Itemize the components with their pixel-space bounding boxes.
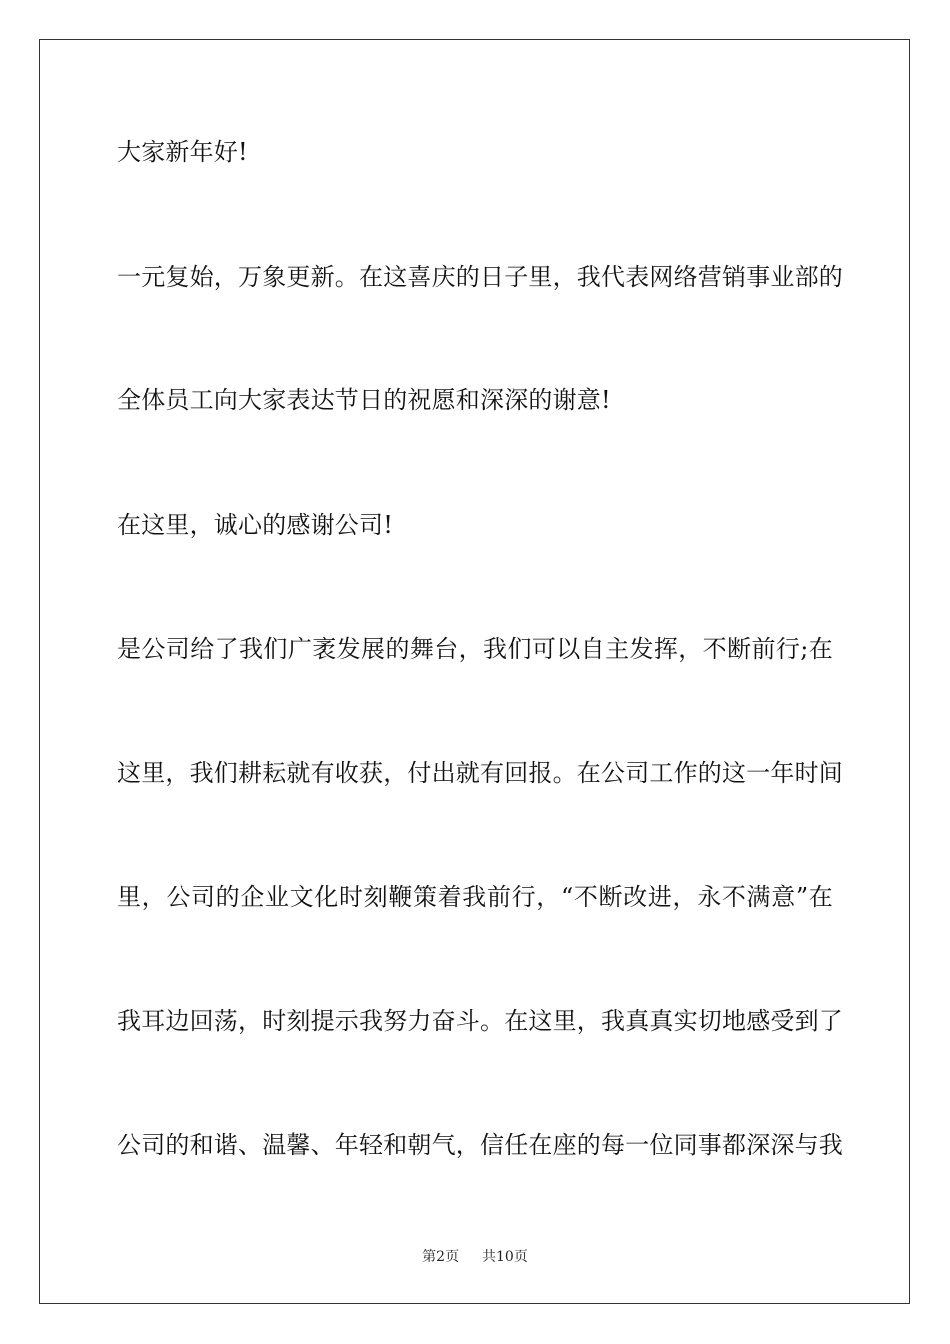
paragraph-line-8: 我耳边回荡，时刻提示我努力奋斗。在这里，我真真实切地感受到了 — [117, 1007, 843, 1035]
paragraph-line-2: 一元复始，万象更新。在这喜庆的日子里，我代表网络营销事业部的 — [117, 263, 843, 291]
paragraph-line-3: 全体员工向大家表达节日的祝愿和深深的谢意! — [117, 386, 611, 414]
paragraph-line-4: 在这里，诚心的感谢公司! — [117, 511, 394, 539]
paragraph-line-7: 里，公司的企业文化时刻鞭策着我前行，“不断改进，永不满意”在 — [117, 883, 833, 911]
paragraph-line-9: 公司的和谐、温馨、年轻和朝气，信任在座的每一位同事都深深与我 — [117, 1131, 843, 1159]
paragraph-line-5: 是公司给了我们广袤发展的舞台，我们可以自主发挥，不断前行;在 — [117, 635, 833, 663]
page-footer — [0, 1247, 950, 1267]
page-border — [39, 39, 910, 1304]
page-number-total: 共10页 — [482, 1249, 528, 1265]
page-number-current: 第2页 — [422, 1249, 460, 1265]
paragraph-line-1: 大家新年好! — [117, 138, 248, 166]
paragraph-line-6: 这里，我们耕耘就有收获，付出就有回报。在公司工作的这一年时间 — [117, 759, 843, 787]
